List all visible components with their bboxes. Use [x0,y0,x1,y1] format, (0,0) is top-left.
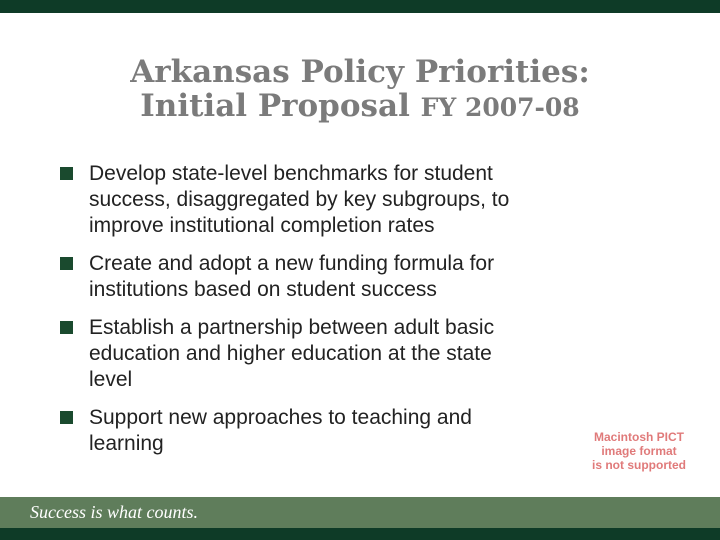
bullet-4-line-1: Support new approaches to teaching and [89,406,472,429]
bullet-4-line-2: learning [89,432,164,455]
pict-line-2: image format [601,444,677,458]
title-line-2-main: Initial Proposal [140,88,410,124]
pict-line-3: is not supported [592,458,686,472]
footer-tagline: Success is what counts. [30,502,198,522]
bullet-item-4 [60,405,620,457]
square-bullet-icon [60,321,73,334]
unsupported-image-placeholder [576,430,702,472]
bottom-bar [0,528,720,540]
bullet-list [60,161,620,469]
square-bullet-icon [60,167,73,180]
bullet-item-1 [60,161,620,239]
bullet-1-line-1: Develop state-level benchmarks for student [89,162,493,185]
bullet-item-2 [60,251,620,303]
bullet-2-line-2: institutions based on student success [89,278,437,301]
bullet-2-line-1: Create and adopt a new funding formula for [89,252,495,275]
bullet-item-3 [60,315,620,393]
top-bar [0,0,720,13]
title-line-1: Arkansas Policy Priorities: [130,54,590,90]
bullet-3-line-3: level [89,368,133,391]
bullet-1-line-3: improve institutional completion rates [89,214,435,237]
bullet-3-line-1: Establish a partnership between adult basic [89,316,495,339]
pict-line-1: Macintosh PICT [593,430,684,444]
title-fiscal-year: FY 2007-08 [420,93,580,122]
slide-title [0,55,720,125]
bullet-3-line-2: education and higher education at the state [89,342,492,365]
title-line-2 [0,89,720,125]
square-bullet-icon [60,257,73,270]
bullet-1-line-2: success, disaggregated by key subgroups, to [89,188,510,211]
square-bullet-icon [60,411,73,424]
